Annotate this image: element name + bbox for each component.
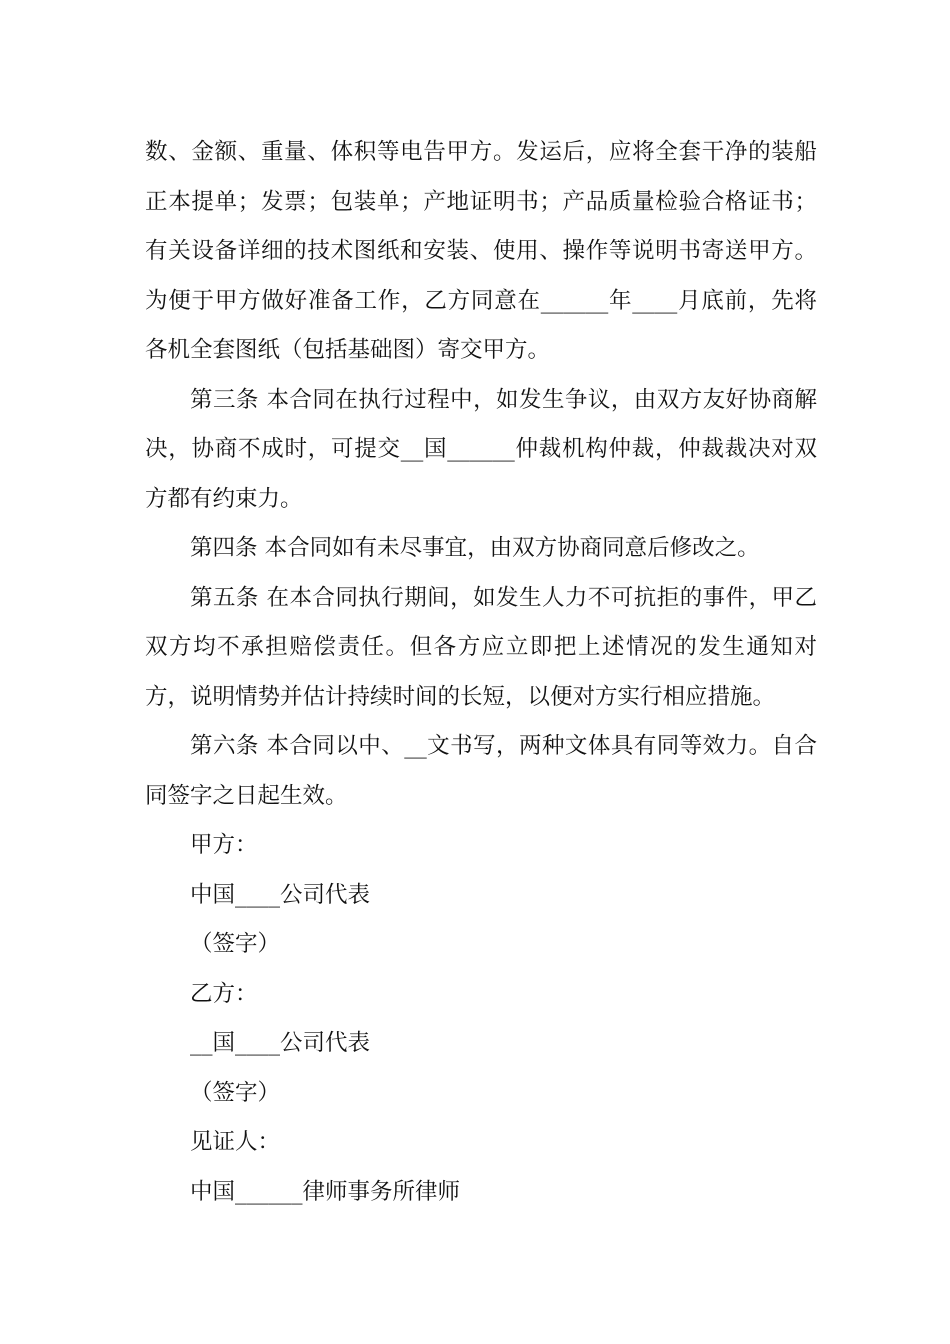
- signature-block: [145, 821, 817, 1217]
- party-a-signature: （签字）: [190, 931, 281, 957]
- article-6: 第六条 本合同以中、__文书写，两种文体具有同等效力。自合同签字之日起生效。: [145, 733, 817, 809]
- party-b-representative: __国____公司代表: [190, 1030, 371, 1056]
- witness-lawyer: 中国______律师事务所律师: [190, 1178, 461, 1205]
- article-5: 第五条 在本合同执行期间，如发生人力不可抗拒的事件，甲乙双方均不承担赔偿责任。但各方应立即把上述情况的发生通知对方，说明情势并估计持续时间的长短，以便对方实行相应措施。: [145, 584, 817, 710]
- party-a-label: 甲方：: [190, 832, 258, 858]
- party-a-representative: 中国____公司代表: [190, 881, 371, 908]
- party-b-signature: （签字）: [190, 1079, 281, 1106]
- witness-label: 见证人：: [190, 1129, 281, 1155]
- article-3: 第三条 本合同在执行过程中，如发生争议，由双方友好协商解决，协商不成时，可提交__国______仲裁机构仲裁，仲裁裁决对双方都有约束力。: [145, 386, 817, 512]
- article-4: 第四条 本合同如有未尽事宜，由双方协商同意后修改之。: [190, 535, 760, 561]
- paragraph-continuation: 数、金额、重量、体积等电告甲方。发运后，应将全套干净的装船正本提单；发票；包装单；产地证明书；产品质量检验合格证书；有关设备详细的技术图纸和安装、使用、操作等说明书寄送甲方。为便于甲方做好准备工作，乙方同意在______年____月底前，先将各机全套图纸（包括基础图）寄交甲方。: [145, 139, 817, 363]
- party-b-label: 乙方：: [190, 980, 258, 1007]
- document-body: [145, 128, 817, 1217]
